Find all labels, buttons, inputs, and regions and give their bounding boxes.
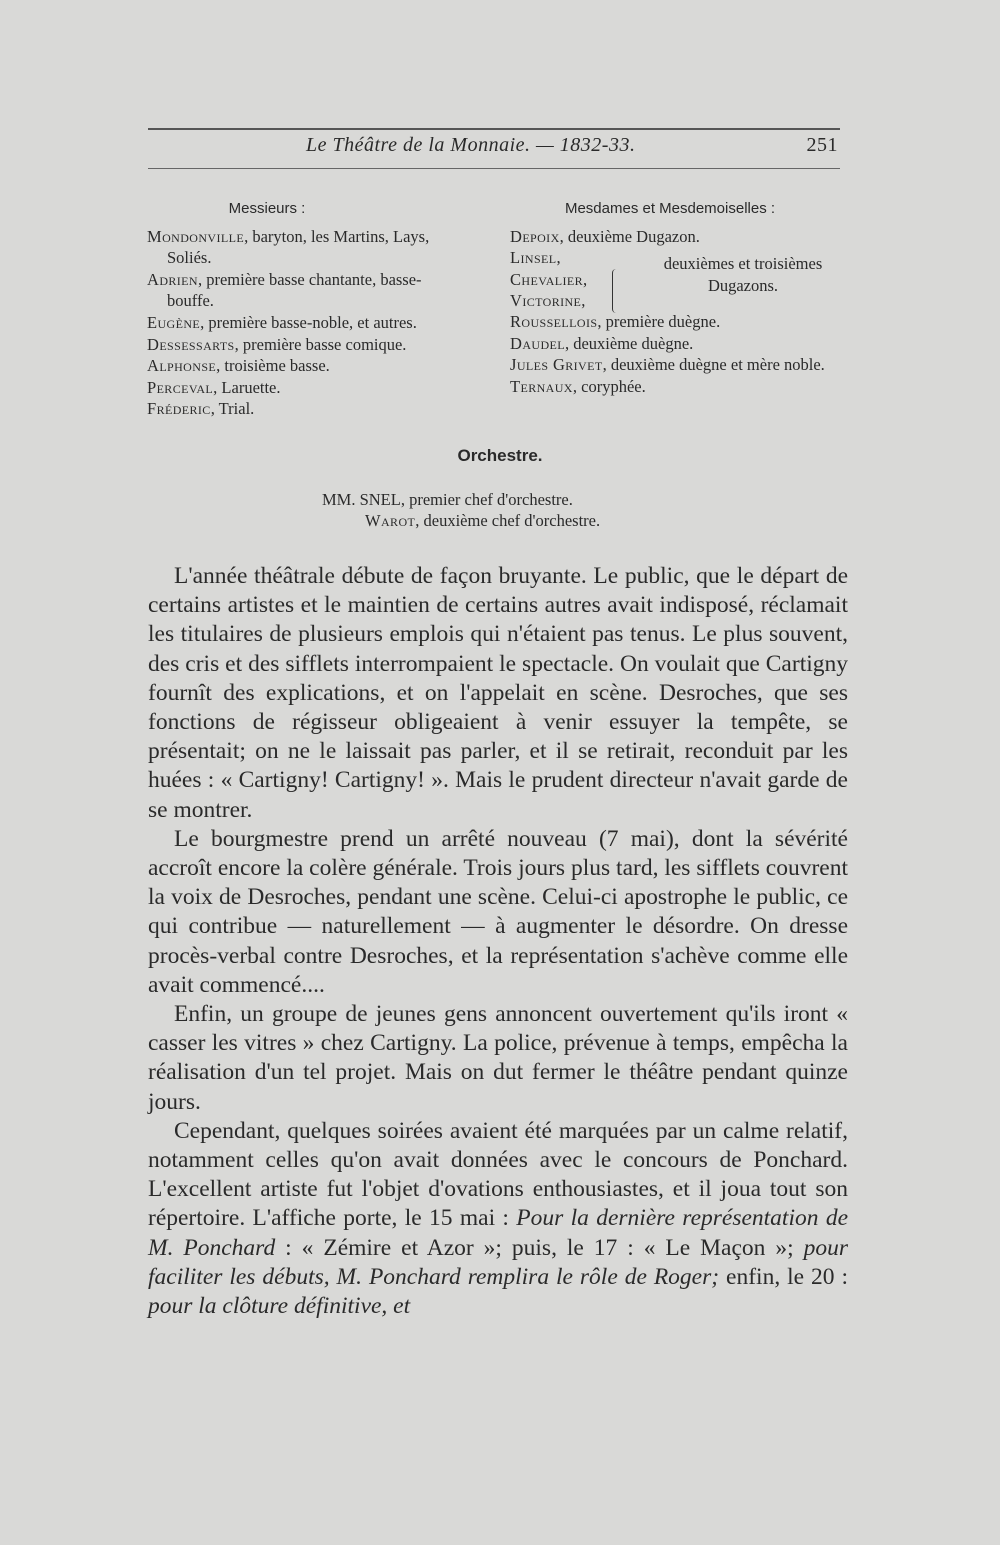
cast-role: , première duègne. [597,312,721,332]
cast-name: Jules Grivet [510,355,603,375]
cast-role: , Trial. [210,399,255,419]
cast-entry [147,312,487,334]
men-cast-list [147,198,487,420]
cast-entry [147,398,487,420]
cast-name: Perceval [147,377,214,397]
cast-name: Chevalier, [510,269,588,289]
women-cast-list [510,198,850,398]
cast-entry [147,334,487,356]
paragraph: L'année théâtrale débute de façon bruyante. Le public, que le départ de certains artistes et le maintien de certains autres avait indisposé, réclamait les titulaires de plusieurs emplois qui n'étaient pas tenus. Le plus souvent, des cris et des sifflets interrompaient le spectacle. On voulait que Cartigny fournît des explications, et on l'appelait en scène. Desroches, que ses fonctions de régisseur obligeaient à venir essuyer la tempête, se présentait; on ne le laissait pas parler, et il se retirait, reconduit par les huées : « Cartigny! Cartigny! ». Mais le prudent directeur n'avait garde de se montrer. [148,563,848,823]
header-rule-top [148,128,840,130]
cast-role: , deuxième duègne et mère noble. [602,355,825,375]
text-run: : « Zémire et Azor »; puis, le 17 : « Le Maçon »; [275,1234,804,1261]
cast-role: , deuxième Dugazon. [559,226,700,246]
cast-name: Ternaux [510,376,573,396]
running-title: Le Théâtre de la Monnaie. — 1832-33. [306,134,636,156]
cast-name: Dessessarts [147,334,235,354]
page-number: 251 [806,134,838,156]
cast-name: Adrien [147,269,198,289]
body-text [148,562,848,1321]
cast-name: Linsel, [510,248,561,268]
cast-role: , Laruette. [213,377,281,397]
italic-run: Pour la dernière représentation de M. Ponchard [148,1205,849,1261]
cast-name: Eugène [147,312,201,332]
cast-name: Fréderic [147,399,211,419]
italic-run: pour la clôture définitive, et [148,1293,411,1320]
cast-name: Depoix [510,226,560,246]
braced-role: deuxièmes et troisièmes Dugazons. [663,254,823,296]
paragraph: Le bourgmestre prend un arrêté nouveau (7 mai), dont la sévérité accroît encore la colère générale. Trois jours plus tard, les sifflets couvrent la voix de Desroches, pendant une scène. Celui-ci apostrophe le public, ce qui contribue — naturellement — à augmenter le désordre. On dresse procès-verbal contre Desroches, et la représentation s'achève comme elle avait commencé.... [148,825,848,998]
cast-role: , première basse comique. [234,334,407,354]
cast-role: , première basse-noble, et autres. [200,312,417,332]
cast-role: , première basse chantante, basse- [197,269,422,289]
cast-role: , troisième basse. [216,356,330,376]
cast-role: , deuxième chef d'orchestre. [415,511,601,530]
curly-brace [612,269,619,313]
paragraph [148,1117,848,1321]
cast-entry [510,354,850,376]
orchestra-line [365,511,600,531]
cast-entry [510,311,850,333]
header-rule-bottom [148,168,840,169]
cast-role: , baryton, les Martins, Lays, [244,226,430,246]
text-run: Cependant, quelques soirées avaient été marquées par un calme relatif, notamment celles qu'on avait données avec le concours de Ponchard. L'excellent artiste fut l'objet d'ovations enthousiastes, et il joua tout son répertoire. L'affiche porte, le 15 mai : [148,1117,848,1232]
orchestra-line: MM. SNEL, premier chef d'orchestre. [322,490,573,509]
cast-entry [147,355,487,377]
cast-entry [147,226,487,269]
cast-role-continued: bouffe. [167,291,214,311]
paragraph: Enfin, un groupe de jeunes gens annoncent ouvertement qu'ils iront « casser les vitres » chez Cartigny. La police, prévenue à temps, empêcha la réalisation d'un tel projet. Mais on dut fermer le théâtre pendant quinze jours. [148,1001,848,1115]
running-header [148,134,840,164]
women-heading: Mesdames et Mesdemoiselles : [564,200,776,217]
cast-name: Mondonville [147,226,245,246]
cast-name: Victorine, [510,291,586,311]
cast-entry [510,376,850,398]
italic-run: pour faciliter les débuts, M. Ponchard remplira le rôle de Roger; [148,1234,849,1290]
cast-name: Alphonse [147,356,217,376]
cast-name: Daudel [510,333,565,353]
men-heading: Messieurs : [228,200,306,217]
cast-entry [510,333,850,355]
cast-role-continued: Soliés. [167,248,212,268]
braced-names [510,247,588,312]
cast-entry [147,377,487,399]
cast-entry [510,226,850,248]
braced-cast-group [510,247,850,311]
cast-name: Warot [365,511,416,530]
text-run: enfin, le 20 : [719,1263,849,1290]
orchestra-heading: Orchestre. [457,446,543,465]
cast-role: , deuxième duègne. [564,333,694,353]
cast-role: , coryphée. [572,376,646,396]
cast-entry [147,269,487,312]
cast-name: Roussellois [510,312,598,332]
